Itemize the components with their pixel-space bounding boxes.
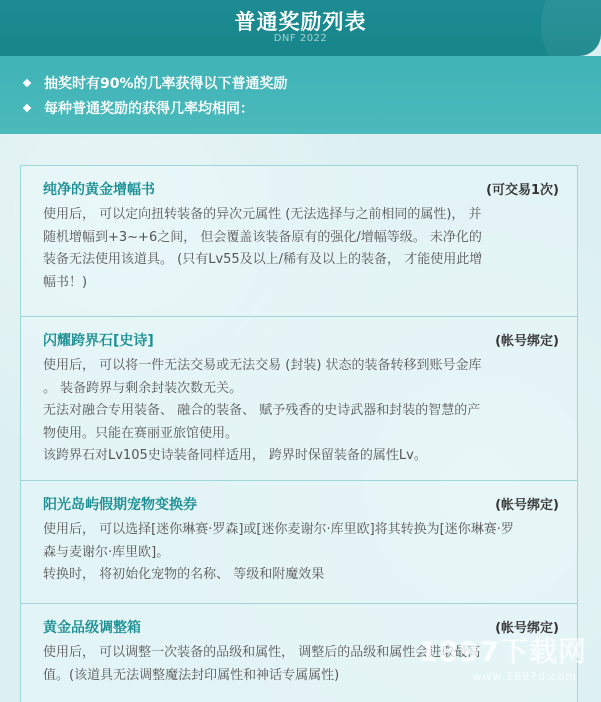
description-line: 使用后， 可以将一件无法交易或无法交易 (封装) 状态的装备转移到账号金库 [43, 358, 482, 373]
diamond-bullet-icon [23, 104, 31, 112]
description-line: 使用后， 可以调整一次装备的品级和属性， 调整后的品级和属性会进取最高 [43, 645, 481, 660]
watermark-logo-text: 1897下载网 [418, 635, 587, 668]
description-line: 无法对融合专用装备、 融合的装备、 赋予残香的史诗武器和封装的智慧的产 [43, 403, 481, 418]
notice-text: 抽奖时有90%的几率获得以下普通奖励 [44, 76, 288, 92]
watermark-url: www.1897d.com [472, 670, 577, 683]
description-line: 该跨界石对Lv105史诗装备同样适用， 跨界时保留装备的属性Lv。 [43, 448, 427, 463]
diamond-bullet-icon [23, 79, 31, 87]
page-header [0, 0, 601, 56]
reward-trade-tag: (帐号绑定) [495, 334, 559, 349]
reward-title: 闪耀跨界石[史诗] [43, 333, 154, 349]
reward-trade-tag: (帐号绑定) [495, 498, 559, 513]
description-line: 使用后， 可以选择[迷你琳赛·罗森]或[迷你麦谢尔·库里欧]将其转换为[迷你琳赛·罗 [43, 522, 514, 537]
description-line: 使用后， 可以定向扭转装备的异次元属性 (无法选择与之前相同的属性)， 并 [43, 207, 482, 222]
notice-item [22, 97, 254, 119]
reward-card [20, 316, 578, 481]
page-title: 普通奖励列表 [234, 10, 367, 34]
notice-band [0, 56, 601, 134]
reward-description [43, 204, 557, 294]
reward-card [20, 165, 578, 317]
page-subtitle: DNF 2022 [273, 33, 328, 44]
reward-card [20, 480, 578, 604]
reward-title: 纯净的黄金增幅书 [43, 182, 155, 198]
description-line: 装备无法使用该道具。 (只有Lv55及以上/稀有及以上的装备， 才能使用此增 [43, 252, 483, 267]
site-watermark [417, 630, 587, 690]
reward-title: 黄金品级调整箱 [43, 620, 141, 636]
reward-trade-tag: (帐号绑定) [495, 621, 559, 636]
description-line: 幅书！) [43, 274, 88, 290]
reward-description [43, 355, 557, 468]
description-line: 随机增幅到+3~+6之间， 但会覆盖该装备原有的强化/增幅等级。 未净化的 [43, 229, 482, 245]
description-line: 值。(该道具无法调整魔法封印属性和神话专属属性) [43, 667, 340, 683]
notice-item [22, 72, 288, 94]
notice-text: 每种普通奖励的获得几率均相同： [44, 101, 254, 117]
reward-trade-tag: (可交易1次) [486, 183, 559, 198]
description-line: 。 装备跨界与剩余封装次数无关。 [43, 380, 243, 396]
description-line: 森与麦谢尔·库里欧]。 [43, 544, 170, 560]
reward-title: 阳光岛屿假期宠物变换券 [43, 497, 197, 513]
description-line: 物使用。只能在赛丽亚旅馆使用。 [43, 425, 239, 441]
reward-description [43, 519, 557, 587]
description-line: 转换时， 将初始化宠物的名称、 等级和附魔效果 [43, 567, 325, 582]
